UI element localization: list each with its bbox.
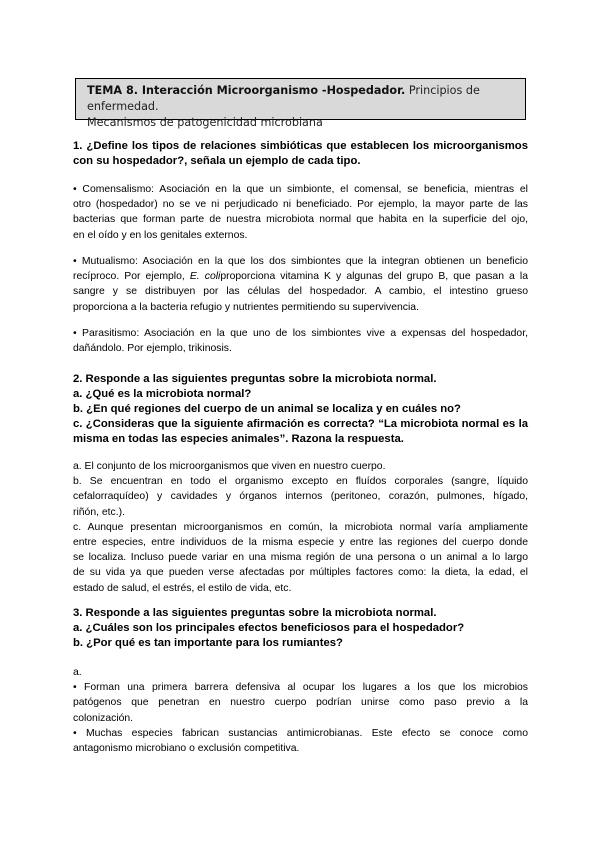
- text-line: c. Aunque presentan microorganismos en común, la microbiota normal varía ampliamente: [73, 521, 528, 533]
- text-line: • Mutualismo: Asociación en la que los dos simbiontes que la integran obtienen un beneficio: [73, 256, 528, 267]
- text-line: c. ¿Consideras que la siguiente afirmación es correcta? “La microbiota normal es la: [73, 418, 528, 430]
- topic-title: TEMA 8. Interacción Microorganismo -Hospedador.: [87, 84, 406, 97]
- topic-subtitle: Principios de enfermedad.: [87, 84, 480, 113]
- comensalismo-paragraph: [73, 182, 528, 243]
- question-2-title: [73, 372, 528, 447]
- text-line: entre especies, entre individuos de la misma especie y entre las regiones del cuerpo donde: [73, 537, 528, 549]
- text-line: b. ¿En qué regiones del cuerpo de un animal se localiza y en cuáles no?: [73, 403, 461, 415]
- text-line: con su hospedador?, señala un ejemplo de cada tipo.: [73, 155, 361, 167]
- text-line: cefalorraquídeo) y cavidades y órganos internos (peritoneo, corazón, pulmones, hígado,: [73, 491, 528, 503]
- text-line: 2. Responde a las siguientes preguntas sobre la microbiota normal.: [73, 373, 437, 385]
- text-line: antagonismo microbiano o exclusión competitiva.: [73, 743, 300, 755]
- topic-header-line2: Mecanismos de patogenicidad microbiana: [87, 116, 323, 129]
- text-line: riñón, etc.).: [73, 506, 125, 518]
- text-line: sangre y se distribuyen por las células del hospedador. A cambio, el intestino grueso: [73, 286, 528, 298]
- mutualismo-paragraph: [73, 254, 528, 315]
- text-line: • Comensalismo: Asociación en la que un simbionte, el comensal, se beneficia, mientras el: [73, 184, 528, 195]
- text-line: colonización.: [73, 712, 134, 724]
- text-line: • Muchas especies fabrican sustancias antimicrobianas. Este efecto se conoce como: [73, 727, 528, 739]
- text-span: proporciona vitamina K y algunas del grupo B, que pasan a la: [220, 271, 528, 283]
- text-line: estado de salud, el estrés, el estilo de vida, etc.: [73, 582, 292, 594]
- question-3-title: [73, 606, 528, 651]
- text-line: b. ¿Por qué es tan importante para los rumiantes?: [73, 637, 343, 649]
- text-line: • Forman una primera barrera defensiva al ocupar los lugares a los que los microbios: [73, 682, 528, 694]
- text-line: misma en todas las especies animales”. Razona la respuesta.: [73, 433, 404, 445]
- text-line: • Parasitismo: Asociación en la que uno de los simbiontes vive a expensas del hospedador,: [73, 328, 528, 339]
- text-line: 3. Responde a las siguientes preguntas sobre la microbiota normal.: [73, 607, 437, 619]
- text-line: a. ¿Cuáles son los principales efectos beneficiosos para el hospedador?: [73, 622, 465, 634]
- text-line: bacterias que forman parte de nuestra microbiota normal que habita en la superficie del ojo,: [73, 214, 528, 226]
- text-line: b. Se encuentran en todo el organismo excepto en fluídos corporales (sangre, líquido: [73, 476, 528, 488]
- text-line: patógenos que penetran en nuestro cuerpo podrían unirse como paso previo a la: [73, 697, 528, 709]
- text-line: 1. ¿Define los tipos de relaciones simbióticas que establecen los microorganismos: [73, 140, 528, 152]
- text-line: a. ¿Qué es la microbiota normal?: [73, 388, 252, 400]
- text-line: [73, 269, 528, 284]
- text-line: se localiza. Incluso puede variar en una misma región de una persona o un animal a lo largo: [73, 552, 528, 564]
- text-line: dañándolo. Por ejemplo, trikinosis.: [73, 343, 232, 355]
- text-line: en el oído y en los genitales externos.: [73, 229, 248, 241]
- text-line: proporciona a la bacteria refugio y nutrientes permitiendo su supervivencia.: [73, 301, 419, 313]
- topic-header-line1: [87, 83, 517, 115]
- question-1-title: [73, 139, 528, 169]
- topic-header: [75, 78, 526, 129]
- species-name: E. coli: [189, 271, 221, 283]
- parasitismo-paragraph: [73, 326, 528, 356]
- text-span: recíproco. Por ejemplo,: [73, 271, 190, 283]
- text-line: otro (hospedador) no se ve ni perjudicado ni beneficiado. Por ejemplo, la mayor parte de las: [73, 199, 528, 211]
- text-line: a. El conjunto de los microorganismos que viven en nuestro cuerpo.: [73, 461, 386, 472]
- question-3-answers: [73, 665, 528, 756]
- text-line: a.: [73, 667, 82, 678]
- text-line: de su vida ya que pueden verse afectadas por múltiples factores como: la dieta, la edad, el: [73, 567, 528, 579]
- question-2-answers: [73, 459, 528, 596]
